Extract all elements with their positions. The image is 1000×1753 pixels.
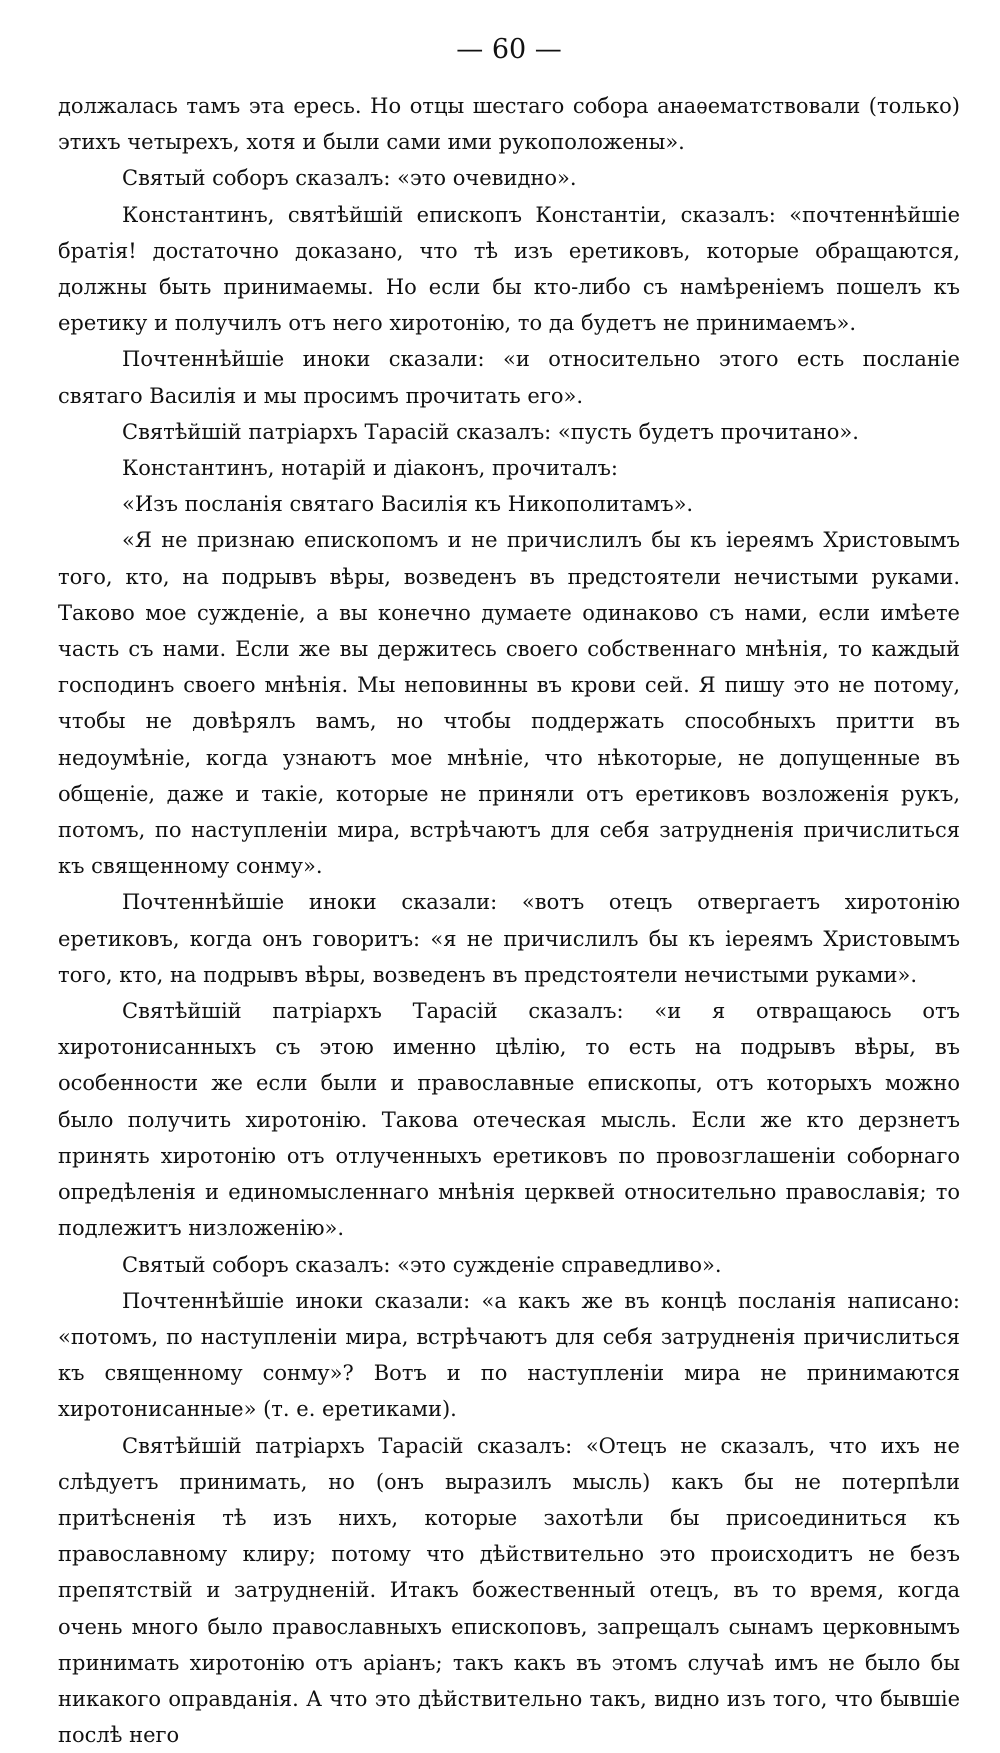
- paragraph: Почтеннѣйшіе иноки сказали: «а какъ же въ концѣ посланія написано: «потомъ, по наступленіи мира, встрѣчаютъ для себя затрудненія причислиться къ священному сонму»? Вотъ и по наступленіи мира не принимаются хиротонисанные» (т. е. еретиками).: [58, 1288, 960, 1422]
- body-text: [58, 88, 960, 1753]
- paragraph: Почтеннѣйшіе иноки сказали: «вотъ отецъ отвергаетъ хиротонію еретиковъ, когда онъ говоритъ: «я не причислилъ бы къ іереямъ Христовымъ того, кто, на подрывъ вѣры, возведенъ въ предстоятели нечистыми руками».: [58, 890, 960, 987]
- paragraph: Почтеннѣйшіе иноки сказали: «и относительно этого есть посланіе святаго Василія и мы просимъ прочитать его».: [58, 347, 960, 408]
- paragraph: «Изъ посланія святаго Василія къ Никополитамъ».: [122, 492, 694, 517]
- paragraph: Константинъ, святѣйшій епископъ Константіи, сказалъ: «почтеннѣйшіе братія! достаточно доказано, что тѣ изъ еретиковъ, которые обращаются, должны быть принимаемы. Но если бы кто-либо съ намѣреніемъ пошелъ къ еретику и получилъ отъ него хиротонію, то да будетъ не принимаемъ».: [58, 202, 960, 336]
- paragraph: «Я не признаю епископомъ и не причислилъ бы къ іереямъ Христовымъ того, кто, на подрывъ вѣры, возведенъ въ предстоятели нечистыми руками. Таково мое сужденіе, а вы конечно думаете одинаково съ нами, если имѣете часть съ нами. Если же вы держитесь своего собственнаго мнѣнія, то каждый господинъ своего мнѣнія. Мы неповинны въ крови сей. Я пишу это не потому, чтобы не довѣрялъ вамъ, но чтобы поддержать способныхъ притти въ недоумѣніе, когда узнаютъ мое мнѣніе, что нѣкоторые, не допущенные въ общеніе, даже и такіе, которые не приняли отъ еретиковъ возложенія рукъ, потомъ, по наступленіи мира, встрѣчаютъ для себя затрудненія причислиться къ священному сонму».: [58, 528, 960, 879]
- paragraph: Святый соборъ сказалъ: «это сужденіе справедливо».: [122, 1252, 722, 1277]
- page-number: — 60 —: [456, 34, 562, 65]
- paragraph: Святѣйшій патріархъ Тарасій сказалъ: «Отецъ не сказалъ, что ихъ не слѣдуетъ принимать, но (онъ выразилъ мысль) какъ бы не потерпѣли притѣсненія тѣ изъ нихъ, которые захотѣли бы присоединиться къ православному клиру; потому что дѣйствительно это происходитъ не безъ препятствій и затрудненій. Итакъ божественный отецъ, въ то время, когда очень много было православныхъ епископовъ, запрещалъ сынамъ церковнымъ принимать хиротонію отъ аріанъ; такъ какъ въ этомъ случаѣ имъ не было бы никакого оправданія. А что это дѣйствительно такъ, видно изъ того, что бывшіе послѣ него: [58, 1433, 960, 1748]
- paragraph: Святѣйшій патріархъ Тарасій сказалъ: «и я отвращаюсь отъ хиротонисанныхъ съ этою именно цѣлію, то есть на подрывъ вѣры, въ особенности же если были и православные епископы, отъ которыхъ можно было получить хиротонію. Такова отеческая мысль. Если же кто дерзнетъ принять хиротонію отъ отлученныхъ еретиковъ по провозглашеніи соборнаго опредѣленія и единомысленнаго мнѣнія церквей относительно православія; то подлежитъ низложенію».: [58, 999, 960, 1241]
- paragraph: Константинъ, нотарій и діаконъ, прочиталъ:: [122, 456, 618, 481]
- paragraph-continued: должалась тамъ эта ересь. Но отцы шестаго собора анаѳематствовали (только) этихъ четырехъ, хотя и были сами ими рукоположены».: [58, 94, 960, 155]
- paragraph: Святый соборъ сказалъ: «это очевидно».: [122, 166, 577, 191]
- paragraph: Святѣйшій патріархъ Тарасій сказалъ: «пусть будетъ прочитано».: [122, 419, 859, 444]
